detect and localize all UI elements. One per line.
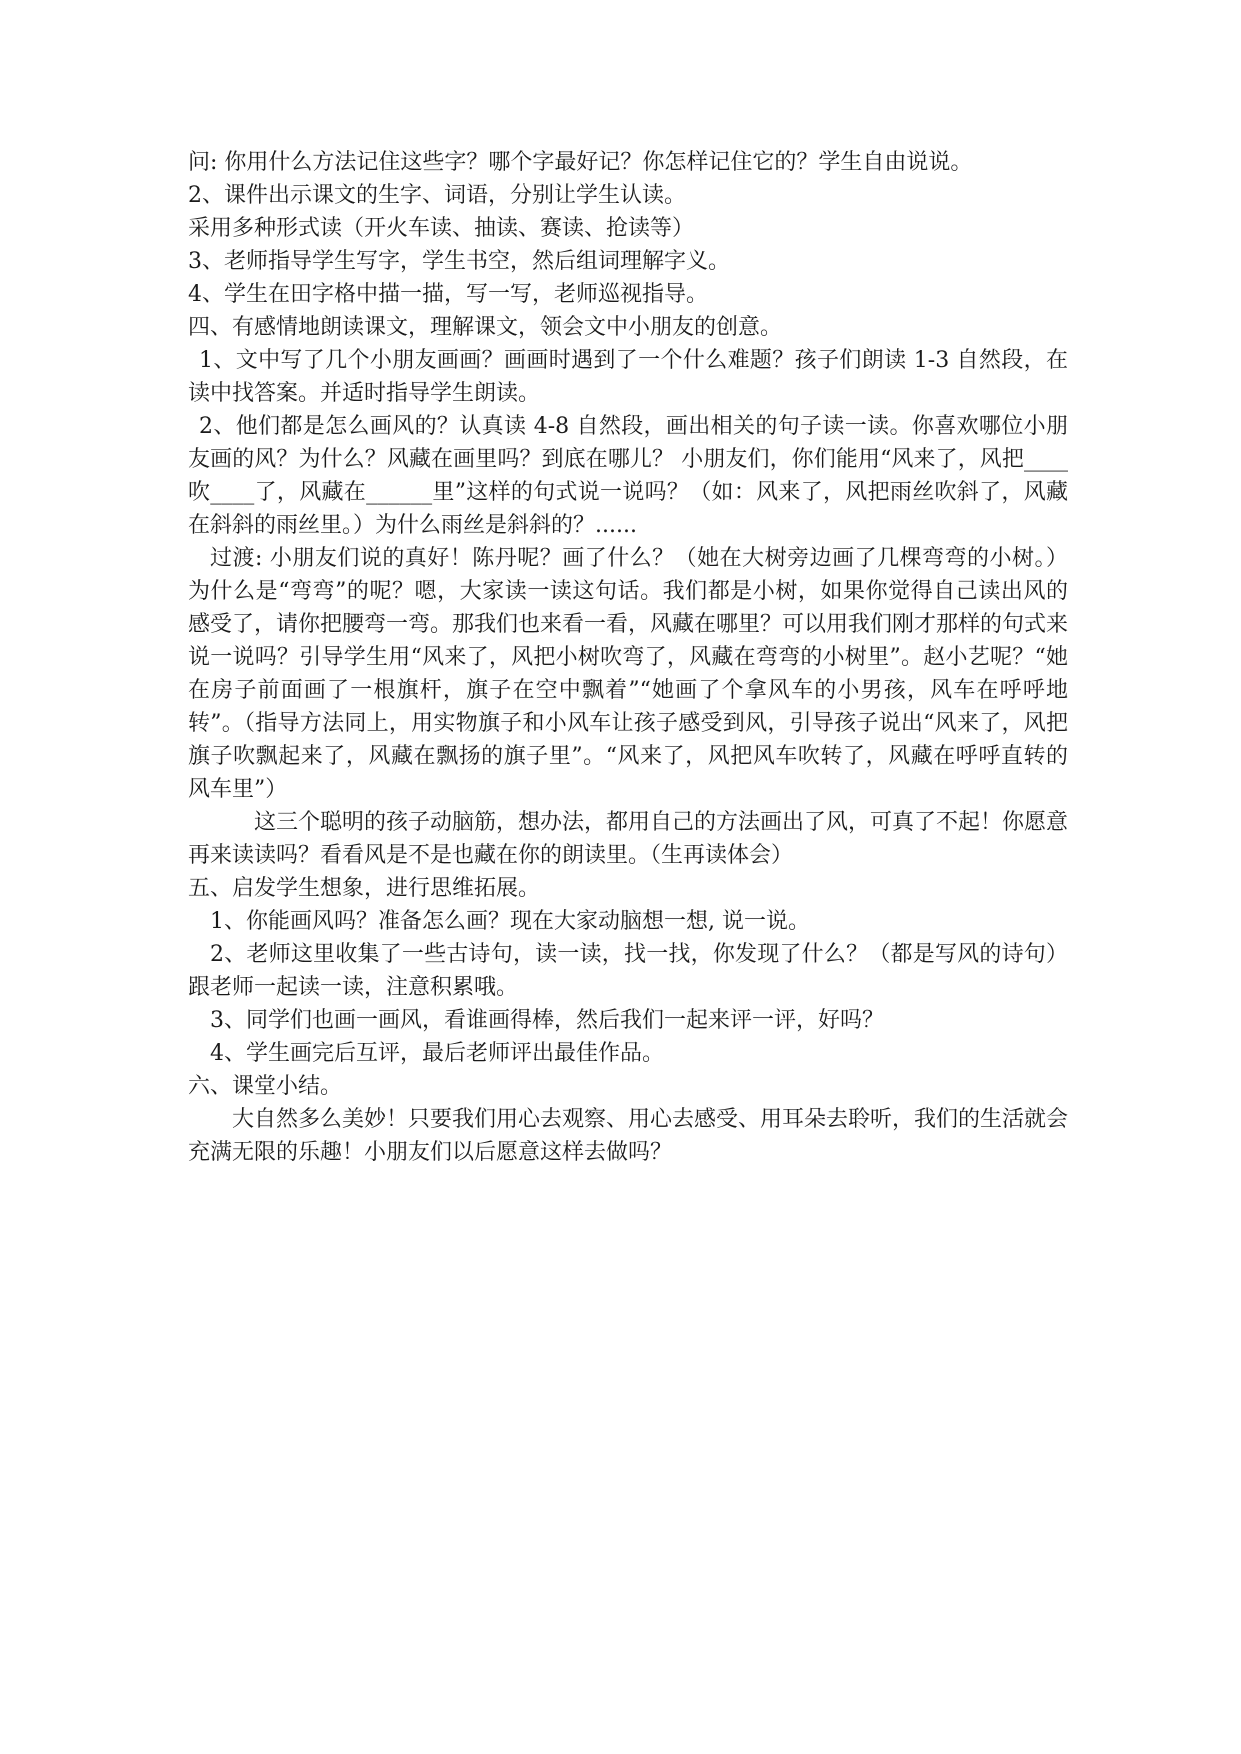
document-body — [188, 146, 1068, 1169]
paragraph-sub-5-4: 4、学生画完后互评，最后老师评出最佳作品。 — [210, 1041, 664, 1066]
paragraph-sub-1: 1、文中写了几个小朋友画画？画画时遇到了一个什么难题？孩子们朗读 1-3 自然段，在读中找答案。并适时指导学生朗读。 — [188, 348, 1068, 406]
paragraph-reading-forms: 采用多种形式读（开火车读、抽读、赛读、抢读等） — [188, 216, 695, 241]
section-heading-5: 五、启发学生想象，进行思维拓展。 — [188, 876, 541, 901]
paragraph-sub-5-1: 1、你能画风吗？准备怎么画？现在大家动脑想一想, 说一说。 — [210, 909, 810, 934]
paragraph-step-2: 2、课件出示课文的生字、词语，分别让学生认读。 — [188, 183, 686, 208]
paragraph-step-3: 3、老师指导学生写字，学生书空，然后组词理解字义。 — [188, 249, 730, 274]
paragraph-sub-5-2: 2、老师这里收集了一些古诗句，读一读，找一找，你发现了什么？（都是写风的诗句）跟老师一起读一读，注意积累哦。 — [188, 942, 1068, 1000]
section-heading-6: 六、课堂小结。 — [188, 1074, 343, 1099]
section-heading-4: 四、有感情地朗读课文，理解课文，领会文中小朋友的创意。 — [188, 315, 783, 340]
paragraph-step-4: 4、学生在田字格中描一描，写一写，老师巡视指导。 — [188, 282, 708, 307]
paragraph-question: 问: 你用什么方法记住这些字？哪个字最好记？你怎样记住它的？学生自由说说。 — [188, 150, 973, 175]
paragraph-sub-5-3: 3、同学们也画一画风，看谁画得棒，然后我们一起来评一评，好吗？ — [210, 1008, 884, 1033]
paragraph-summary-praise: 这三个聪明的孩子动脑筋，想办法，都用自己的方法画出了风，可真了不起！你愿意再来读读吗？看看风是不是也藏在你的朗读里。（生再读体会） — [188, 810, 1069, 868]
paragraph-sub-2: 2、他们都是怎么画风的？认真读 4-8 自然段，画出相关的句子读一读。你喜欢哪位小朋友画的风？为什么？风藏在画里吗？到底在哪儿？ 小朋友们，你们能用“风来了，风把____吹____了，风藏在______里”这样的句式说一说吗？（如：风来了，风把雨丝吹斜了，风藏在斜斜的雨丝里。）为什么雨丝是斜斜的？...... — [188, 414, 1068, 538]
paragraph-transition: 过渡: 小朋友们说的真好！陈丹呢？画了什么？（她在大树旁边画了几棵弯弯的小树。）为什么是“弯弯”的呢？嗯，大家读一读这句话。我们都是小树，如果你觉得自己读出风的感受了，请你把腰弯一弯。那我们也来看一看，风藏在哪里？可以用我们刚才那样的句式来说一说吗？引导学生用“风来了，风把小树吹弯了，风藏在弯弯的小树里”。赵小艺呢？“她在房子前面画了一根旗杆，旗子在空中飘着”“她画了个拿风车的小男孩，风车在呼呼地转”。（指导方法同上，用实物旗子和小风车让孩子感受到风，引导孩子说出“风来了，风把旗子吹飘起来了，风藏在飘扬的旗子里”。“风来了，风把风车吹转了，风藏在呼呼直转的风车里”） — [188, 546, 1069, 802]
paragraph-conclusion: 大自然多么美妙！只要我们用心去观察、用心去感受、用耳朵去聆听，我们的生活就会充满无限的乐趣！小朋友们以后愿意这样去做吗？ — [188, 1107, 1069, 1165]
